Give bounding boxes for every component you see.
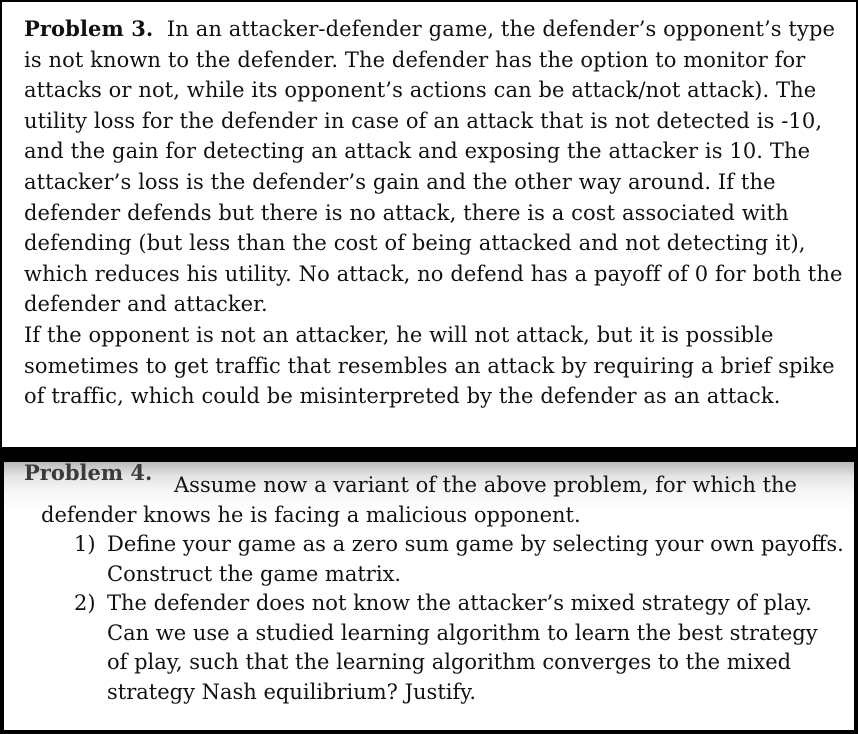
- problem-variant-heading-cropped: Problem 4.: [24, 460, 153, 485]
- question-number: 1): [74, 532, 96, 556]
- question-item: [74, 530, 844, 589]
- problem-3-label: Problem 3.: [24, 16, 154, 41]
- problem-variant-intro: Assume now a variant of the above problem, for which the defender knows he is facing a malicious opponent.: [41, 473, 797, 527]
- problem-3-intro: In an attacker-defender game, the defender’s opponent’s type is not known to the defender. The defender has the option to monitor for attacks or not, while its opponent’s actions can be attack/not attack). The utility loss for the defender in case of an attack that is not detected is -10, and the gain for detecting an attack and exposing the attacker is 10. The attacker’s loss is the defender’s gain and the other way around. If the defender defends but there is no attack, there is a cost associated with defending (but less than the cost of being attacked and not detecting it), which reduces his utility. No attack, no defend has a payoff of 0 for both the defender and attacker.: [24, 17, 843, 317]
- question-list: [74, 530, 844, 707]
- problem-3-paragraph: [24, 14, 846, 320]
- problem-variant-panel: [4, 462, 854, 730]
- question-text: The defender does not know the attacker’s mixed strategy of play. Can we use a studied learning algorithm to learn the best strategy of play, such that the learning algorithm converges to the mixed strategy Nash equilibrium? Justify.: [107, 591, 818, 704]
- question-number: 2): [74, 591, 96, 615]
- problem-3-second-paragraph: If the opponent is not an attacker, he will not attack, but it is possible sometimes to get traffic that resembles an attack by requiring a brief spike of traffic, which could be misinterpreted by the defender as an attack.: [24, 322, 835, 409]
- question-text: Define your game as a zero sum game by selecting your own payoffs. Construct the game matrix.: [107, 532, 844, 586]
- problem-3-panel: [2, 2, 856, 447]
- question-item: [74, 589, 844, 707]
